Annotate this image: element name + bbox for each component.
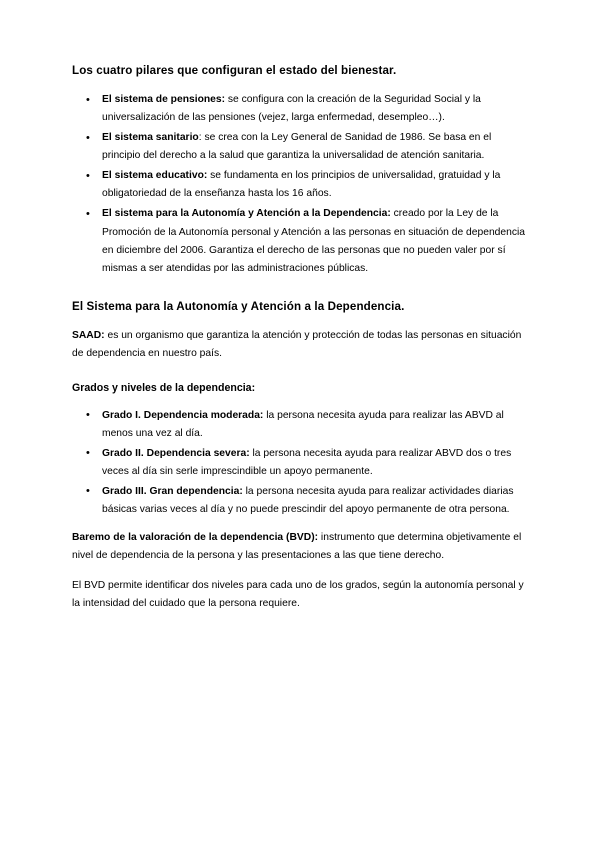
saad-term: SAAD: — [72, 329, 105, 341]
list-item — [72, 167, 528, 203]
bvd-description: instrumento que determina objetivamente el nivel de dependencia de la persona y las presentaciones a las que tiene derecho. — [72, 531, 522, 561]
pillar-term: El sistema para la Autonomía y Atención a la Dependencia: — [102, 208, 391, 220]
saad-description: es un organismo que garantiza la atención y protección de todas las personas en situación de dependencia en nuestro país. — [72, 329, 522, 359]
document-body — [72, 62, 528, 613]
bvd-paragraph — [72, 529, 528, 565]
pillar-description: creado por la Ley de la Promoción de la Autonomía personal y Atención a las personas en situación de dependencia en diciembre del 2006. Garantiza el derecho de las personas que no pueden valer por sí mismas a ser atendidas por las administraciones públicas. — [102, 208, 526, 274]
list-item — [72, 91, 528, 127]
grade-term: Grado III. Gran dependencia: — [102, 485, 243, 497]
list-item — [72, 129, 528, 165]
page-title: Los cuatro pilares que configuran el estado del bienestar. — [72, 64, 397, 77]
list-item — [72, 483, 528, 519]
grade-description: la persona necesita ayuda para realizar actividades diarias básicas varias veces al día y no puede prescindir del apoyo permanente de otra persona. — [102, 485, 514, 515]
grade-term: Grado I. Dependencia moderada: — [102, 409, 264, 421]
section-title-saad: El Sistema para la Autonomía y Atención a la Dependencia. — [72, 299, 405, 313]
grade-description: la persona necesita ayuda para realizar ABVD dos o tres veces al día sin serle imprescindible un apoyo permanente. — [102, 447, 512, 477]
list-item — [72, 205, 528, 277]
pillar-description: se configura con la creación de la Seguridad Social y la universalización de las pensiones (vejez, larga enfermedad, desempleo…). — [102, 94, 481, 124]
saad-paragraph — [72, 327, 528, 363]
grade-description: la persona necesita ayuda para realizar las ABVD al menos una vez al día. — [102, 409, 504, 439]
list-item — [72, 407, 528, 443]
pillar-term: El sistema de pensiones: — [102, 94, 226, 106]
subsection-title-grades: Grados y niveles de la dependencia: — [72, 381, 256, 394]
grade-term: Grado II. Dependencia severa: — [102, 447, 250, 459]
pillar-description: se fundamenta en los principios de universalidad, gratuidad y la obligatoriedad de la enseñanza hasta los 16 años. — [102, 170, 501, 200]
closing-paragraph: El BVD permite identificar dos niveles para cada uno de los grados, según la autonomía personal y la intensidad del cuidado que la persona requiere. — [72, 579, 524, 609]
pillars-list — [72, 91, 528, 277]
list-item — [72, 445, 528, 481]
pillar-term: El sistema sanitario — [102, 132, 199, 144]
grades-list — [72, 407, 528, 519]
bvd-term: Baremo de la valoración de la dependencia (BVD): — [72, 531, 319, 543]
pillar-description: : se crea con la Ley General de Sanidad de 1986. Se basa en el principio del derecho a la salud que garantiza la universalidad de atención sanitaria. — [102, 132, 492, 162]
pillar-term: El sistema educativo: — [102, 170, 208, 182]
